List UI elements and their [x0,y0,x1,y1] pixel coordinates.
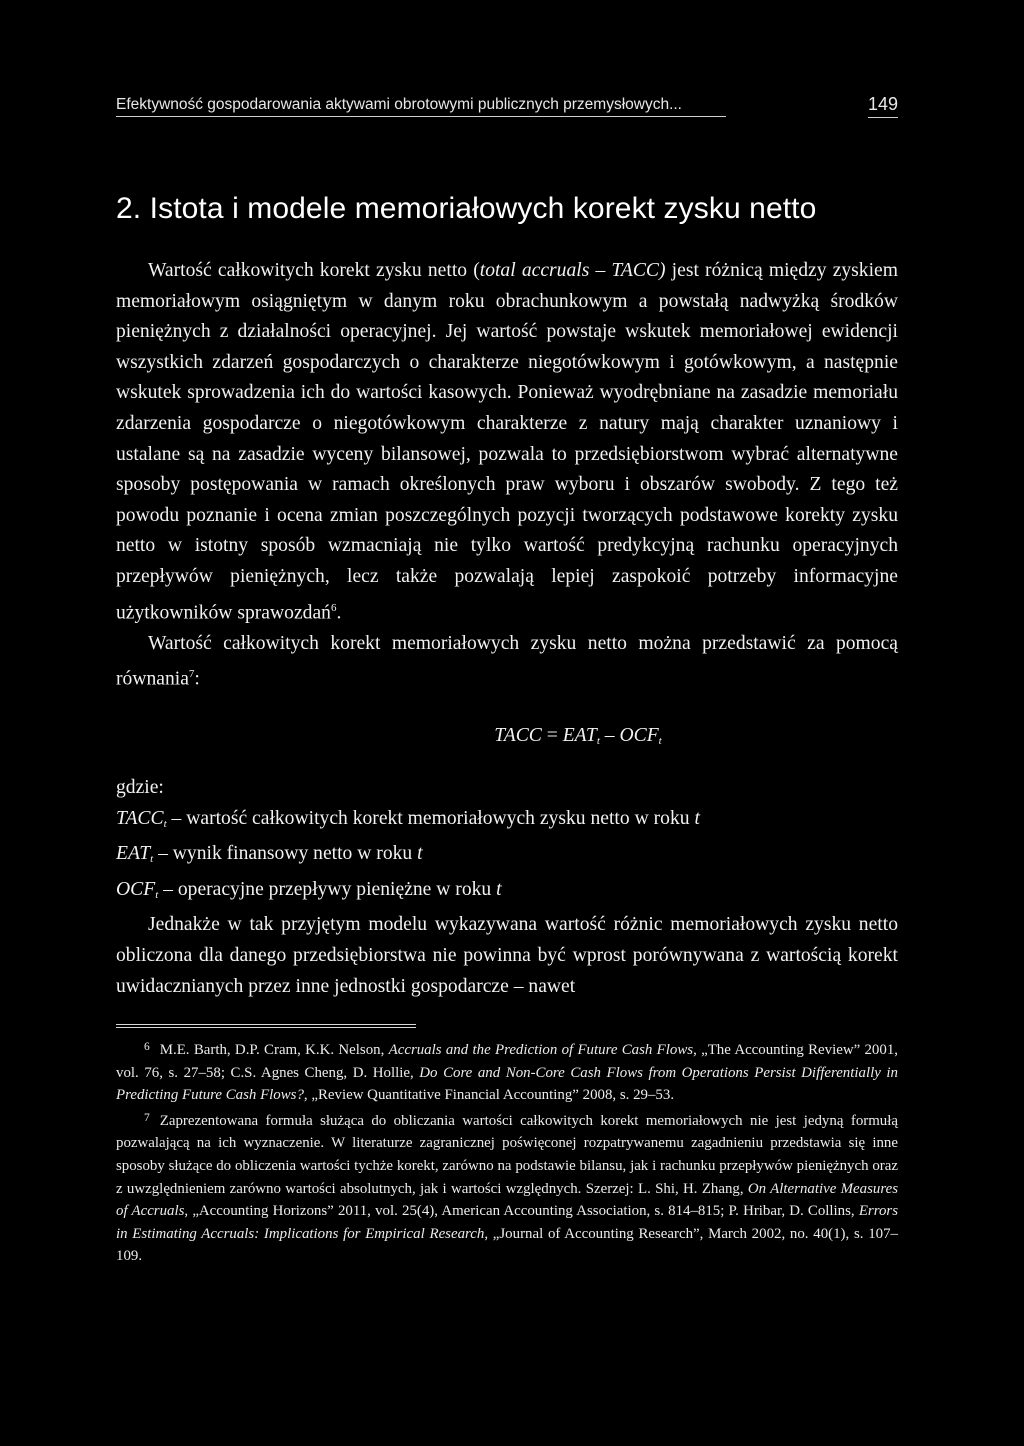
running-title: Efektywność gospodarowania aktywami obrotowymi publicznych przemysłowych... [116,96,726,117]
footnote-7: $^7$ Zaprezentowana formuła służąca do obliczania wartości całkowitych korekt memoriałowych nie jest jedyną formułą pozwalającą na ich wyznaczenie. W literaturze zagranicznej poświęconej rozpatrywanemu zagadnieniu przedstawia się inne sposoby służące do obliczenia wartości tychże korekt, zarówno na podstawie bilansu, jak i rachunku przepływów pieniężnych oraz z uwzględnieniem zarówno wartości absolutnych, jak i wartości względnych. Szerzej: L. Shi, H. Zhang, On Alternative Measures of Accruals, „Accounting Horizons” 2011, vol. 25(4), American Accounting Association, s. 814–815; P. Hribar, D. Collins, Errors in Estimating Accruals: Implications for Empirical Research, „Journal of Accounting Research”, March 2002, no. 40(1), s. 107–109. [116,1111,898,1265]
footnote-6: $^6$ M.E. Barth, D.P. Cram, K.K. Nelson, Accruals and the Prediction of Future Cash Flows, „The Accounting Review” 2001, vol. 76, s. 27–58; C.S. Agnes Cheng, D. Hollie, Do Core and Non-Core Cash Flows from Operations Persist Differentially in Predicting Future Cash Flows?, „Review Quantitative Financial Accounting” 2008, s. 29–53. [116,1041,899,1104]
definition-ocf: $OCF_t$ – operacyjne przepływy pieniężne w roku t [116,878,502,901]
paragraph-1: Wartość całkowitych korekt zysku netto (total accruals – TACC) jest różnicą między zyskiem memoriałowym osiągniętym w danym roku obrachunkowym a powstałą nadwyżką środków pieniężnych z działalności operacyjnej. Jej wartość powstaje wskutek memoriałowej ewidencji wszystkich zdarzeń gospodarczych o charakterze niegotówkowym i gotówkowym, a następnie wskutek sprowadzenia ich do wartości kasowych. Ponieważ wyodrębniane na zasadzie memoriału zdarzenia gospodarcze o niegotówkowym charakterze z natury mają charakter uznaniowy i ustalane są na zasadzie wyceny bilansowej, pozwala to przedsiębiorstwom wybrać alternatywne sposoby postępowania w ramach określonych praw wyboru i obszarów swobody. Z tego też powodu poznanie i ocena zmian poszczególnych pozycji tworzących podstawowe korekty zysku netto w istotny sposób wzmacniają nie tylko wartość predykcyjną rachunku operacyjnych przepływów pieniężnych, lecz także pozwalają lepiej zaspokoić potrzeby informacyjne użytkowników sprawozdań$^6$. [116,260,898,624]
variable-definitions [116,773,898,910]
definition-tacc: $TACC_t$ – wartość całkowitych korekt memoriałowych zysku netto w roku t [116,807,700,830]
equation: TACC = $EAT_t - OCF_t$ [494,725,662,748]
footnote-separator-2 [116,1027,416,1028]
paragraph-2: Wartość całkowitych korekt memoriałowych zysku netto można przedstawić za pomocą równania$^7$: [116,632,898,690]
footnote-ref-7[interactable]: 7 [188,668,195,681]
footnote-ref-6[interactable]: 6 [330,601,337,614]
main-body [116,256,898,1002]
footnotes [116,1036,898,1268]
paragraph-3: Jednakże w tak przyjętym modelu wykazywana wartość różnic memoriałowych zysku netto obliczona dla danego przedsiębiorstwa nie powinna być wprost porównywana z wartością korekt uwidacznianych przez inne jednostki gospodarcze – nawet [116,914,898,997]
definitions-intro: gdzie: [116,776,164,798]
definition-eat: $EAT_t$ – wynik finansowy netto w roku t [116,843,423,866]
footnote-separator [116,1024,416,1025]
section-title: 2. Istota i modele memoriałowych korekt zysku netto [116,192,817,225]
term-total-accruals: total accruals – TACC) [479,260,666,281]
running-header [116,96,898,117]
page-number: 149 [868,94,898,118]
